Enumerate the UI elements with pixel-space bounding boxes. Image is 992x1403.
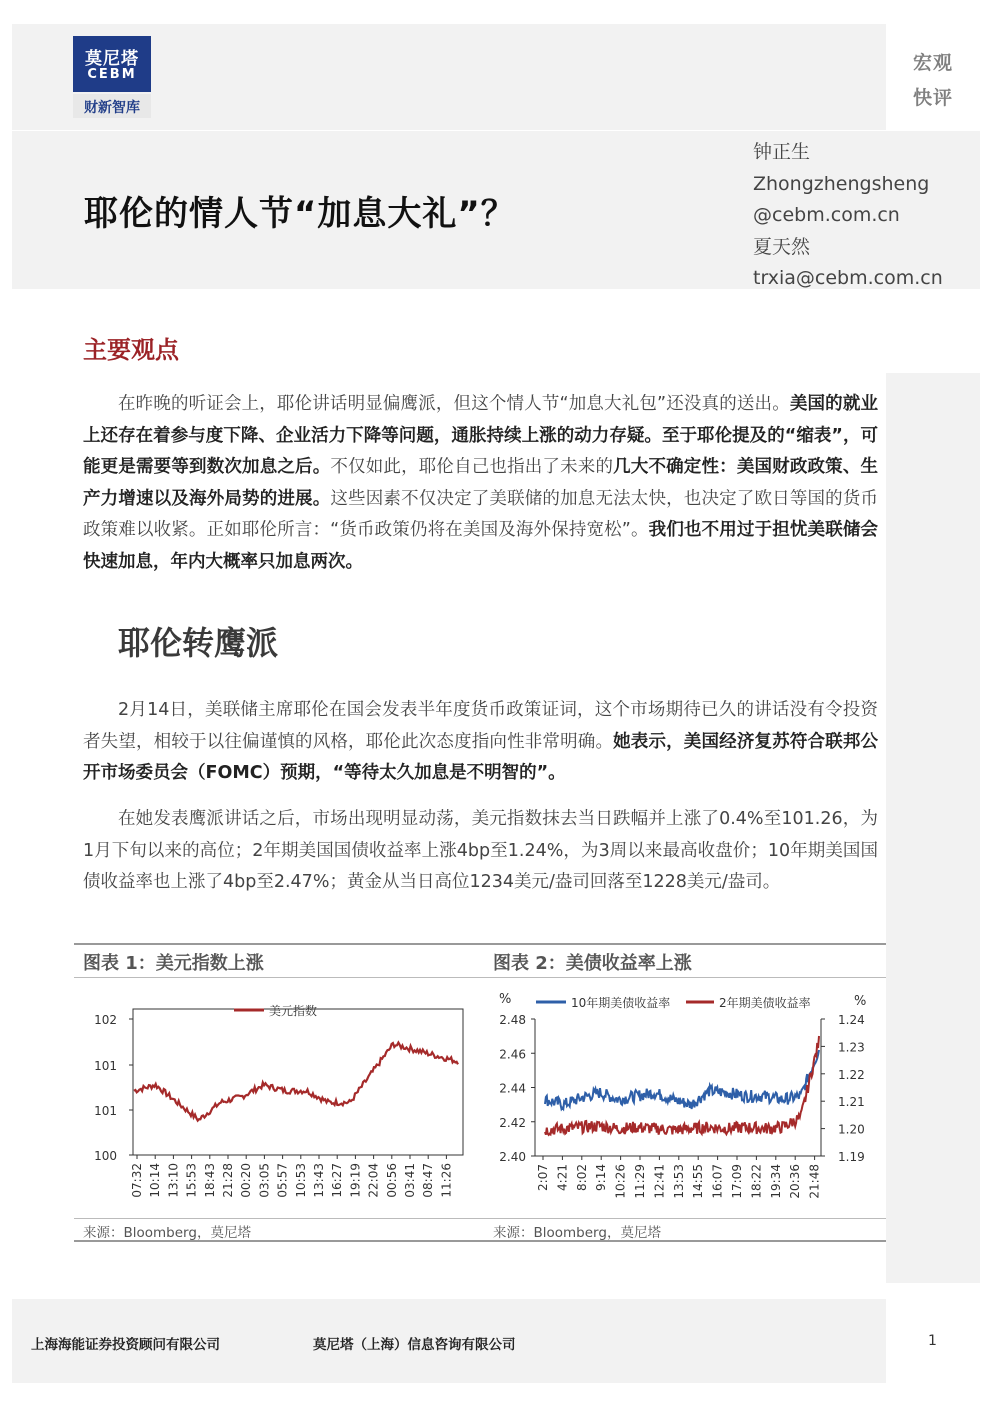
chart2-left-tick-label: 2.40	[499, 1150, 526, 1164]
report-type-tag	[886, 24, 980, 130]
chart1-x-tick-label: 00:20	[239, 1163, 254, 1198]
chart2-x-tick-label: 14:55	[691, 1164, 706, 1199]
chart2-x-tick-label: 12:41	[652, 1164, 667, 1199]
chart1-ticks	[94, 1013, 453, 1198]
chart1-x-tick-label: 03:41	[403, 1163, 417, 1198]
chart1-x-tick-label: 08:47	[421, 1163, 436, 1198]
author-block	[753, 137, 943, 295]
text-run: 在昨晚的听证会上，耶伦讲话明显偏鹰派，但这个情人节“加息大礼包”还没真的送出。	[118, 394, 790, 414]
figure-top-rule	[74, 943, 886, 945]
chart2-x-tick-label: 20:36	[788, 1164, 803, 1199]
10y-yield-line	[545, 1050, 819, 1109]
footer-company-1: 上海海能证券投资顾问有限公司	[31, 1337, 220, 1353]
report-type-line2: 快评	[912, 87, 953, 109]
figure-2-source: 来源：Bloomberg，莫尼塔	[493, 1225, 661, 1241]
chart2-right-tick-label: 1.23	[838, 1040, 865, 1055]
chart1-x-tick-label: 05:57	[275, 1163, 290, 1198]
chart1-x-tick-label: 19:19	[348, 1163, 363, 1198]
text-run: 不仅如此，耶伦自己也指出了未来的	[330, 457, 614, 477]
treasury-yield-chart	[486, 978, 886, 1218]
figure-1-title: 图表 1：美元指数上涨	[83, 953, 264, 974]
chart1-x-tick-label: 21:28	[221, 1163, 235, 1198]
chart2-left-tick-label: 2.42	[499, 1115, 526, 1130]
text-run: 2月14日，美联储主席耶伦在国会发表半年度货币政策证词，这个市场期待已久的讲话没有令投资者失望，相较于以往偏谨慎的风格，耶伦此次态度指向性非常明确。	[83, 700, 878, 752]
section-heading: 耶伦转鹰派	[118, 624, 279, 662]
chart1-x-tick-label: 13:10	[166, 1163, 181, 1198]
chart2-x-tick-label: 9:14	[594, 1164, 609, 1191]
right-axis-unit: %	[854, 994, 867, 1009]
key-points-paragraph	[83, 389, 878, 578]
text-run: 这些因素不仅决定了美联储的加息无法太快，也决定了欧日等国的货币政策难以收紧。正如耶伦所言：“货币政策仍将在美国及海外保持宽松”。	[83, 488, 879, 540]
chart1-x-tick-label: 11:26	[439, 1163, 454, 1198]
usd-index-line	[134, 1043, 458, 1121]
logo-sub-text: 财新智库	[84, 100, 140, 116]
author-line: @cebm.com.cn	[753, 204, 900, 226]
bold-text-run: 美国的就业上还存在着参与度下降、企业活力下降等问题，通胀持续上涨的动力存疑。至于耶伦提及的“缩表”，可能更是需要等到数次加息之后。	[83, 394, 878, 477]
figure-2-title: 图表 2：美债收益率上涨	[493, 953, 692, 974]
chart1-x-tick-label: 18:43	[202, 1163, 217, 1198]
chart1-x-tick-label: 22:04	[366, 1163, 381, 1198]
body-paragraph-1	[83, 695, 878, 790]
chart2-right-tick-label: 1.24	[838, 1013, 865, 1027]
chart1-x-tick-label: 10:14	[148, 1163, 163, 1198]
right-margin-bar	[886, 373, 980, 1283]
chart1-x-tick-label: 15:53	[184, 1163, 199, 1198]
chart1-y-tick-label: 101	[94, 1104, 117, 1118]
legend-label-10y: 10年期美债收益率	[571, 996, 671, 1010]
legend-label-usd: 美元指数	[269, 1004, 318, 1018]
chart1-y-tick-label: 101	[94, 1059, 117, 1073]
logo-cn-text: 莫尼塔	[85, 49, 139, 69]
chart2-x-tick-label: 4:21	[555, 1164, 570, 1191]
chart2-left-tick-label: 2.46	[499, 1047, 526, 1062]
chart2-x-tick-label: 21:48	[807, 1164, 822, 1199]
chart2-x-tick-label: 18:22	[749, 1164, 764, 1199]
bold-text-run: 几大不确定性：美国财政政策、生产力增速以及海外局势的进展。	[83, 457, 879, 509]
chart2-x-tick-label: 8:02	[574, 1164, 589, 1191]
chart1-x-tick-label: 13:43	[312, 1163, 326, 1198]
chart2-right-tick-label: 1.22	[838, 1067, 865, 1082]
chart1-axes	[133, 1009, 463, 1155]
page-number: 1	[928, 1333, 937, 1349]
chart2-x-tick-label: 17:09	[730, 1164, 744, 1199]
figure-source-rule	[74, 1218, 886, 1219]
chart2-left-tick-label: 2.48	[499, 1013, 526, 1027]
legend-label-2y: 2年期美债收益率	[719, 996, 811, 1010]
footer-company-2: 莫尼塔（上海）信息咨询有限公司	[313, 1337, 516, 1353]
chart2-x-tick-label: 13:53	[671, 1164, 686, 1199]
chart2-x-tick-label: 19:34	[768, 1164, 783, 1199]
author-line: 夏天然	[753, 235, 811, 258]
key-points-heading: 主要观点	[83, 336, 179, 364]
chart2-right-tick-label: 1.20	[838, 1122, 865, 1137]
chart2-x-tick-label: 10:26	[613, 1164, 628, 1199]
chart1-x-tick-label: 07:32	[130, 1163, 144, 1198]
chart2-right-tick-label: 1.21	[838, 1095, 865, 1110]
cebm-logo	[73, 36, 151, 118]
chart1-y-tick-label: 102	[94, 1013, 117, 1027]
logo-en-text: CEBM	[87, 67, 137, 82]
author-line: trxia@cebm.com.cn	[753, 267, 943, 289]
body-paragraph-2: 在她发表鹰派讲话之后，市场出现明显动荡，美元指数抹去当日跌幅并上涨了0.4%至101.26，为1月下旬以来的高位；2年期美国国债收益率上涨4bp至1.24%，为3周以来最高收盘价；10年期美国国债收益率也上涨了4bp至2.47%；黄金从当日高位1234美元/盎司回落至1228美元/盎司。	[83, 809, 878, 892]
left-axis-unit: %	[499, 992, 512, 1007]
bold-text-run: 我们也不用过于担忧美联储会快速加息，年内大概率只加息两次。	[83, 520, 879, 572]
chart2-right-tick-label: 1.19	[838, 1150, 865, 1164]
author-line: 钟正生	[753, 141, 811, 163]
chart2-left-tick-label: 2.44	[499, 1081, 526, 1096]
chart1-x-tick-label: 00:56	[384, 1163, 399, 1198]
author-line: Zhongzhengsheng	[753, 172, 930, 195]
chart2-x-tick-label: 2:07	[536, 1164, 550, 1191]
chart2-axes	[535, 1019, 821, 1156]
document-title: 耶伦的情人节“加息大礼”？	[84, 194, 516, 234]
chart2-ticks	[499, 1013, 864, 1199]
chart1-y-tick-label: 100	[94, 1149, 117, 1163]
bold-text-run: 她表示，美国经济复苏符合联邦公开市场委员会（FOMC）预期，“等待太久加息是不明智的”。	[83, 731, 879, 783]
chart1-plot-frame	[133, 1009, 463, 1155]
chart2-x-tick-label: 11:29	[633, 1164, 647, 1199]
report-type-line1: 宏观	[912, 52, 953, 74]
2y-yield-line	[545, 1036, 819, 1135]
usd-index-chart	[74, 978, 486, 1218]
figure-1-source: 来源：Bloomberg，莫尼塔	[83, 1225, 251, 1241]
chart2-x-tick-label: 16:07	[710, 1164, 725, 1199]
chart1-x-tick-label: 03:05	[257, 1163, 272, 1198]
chart1-x-tick-label: 10:53	[293, 1163, 308, 1198]
chart1-x-tick-label: 16:27	[330, 1163, 345, 1198]
